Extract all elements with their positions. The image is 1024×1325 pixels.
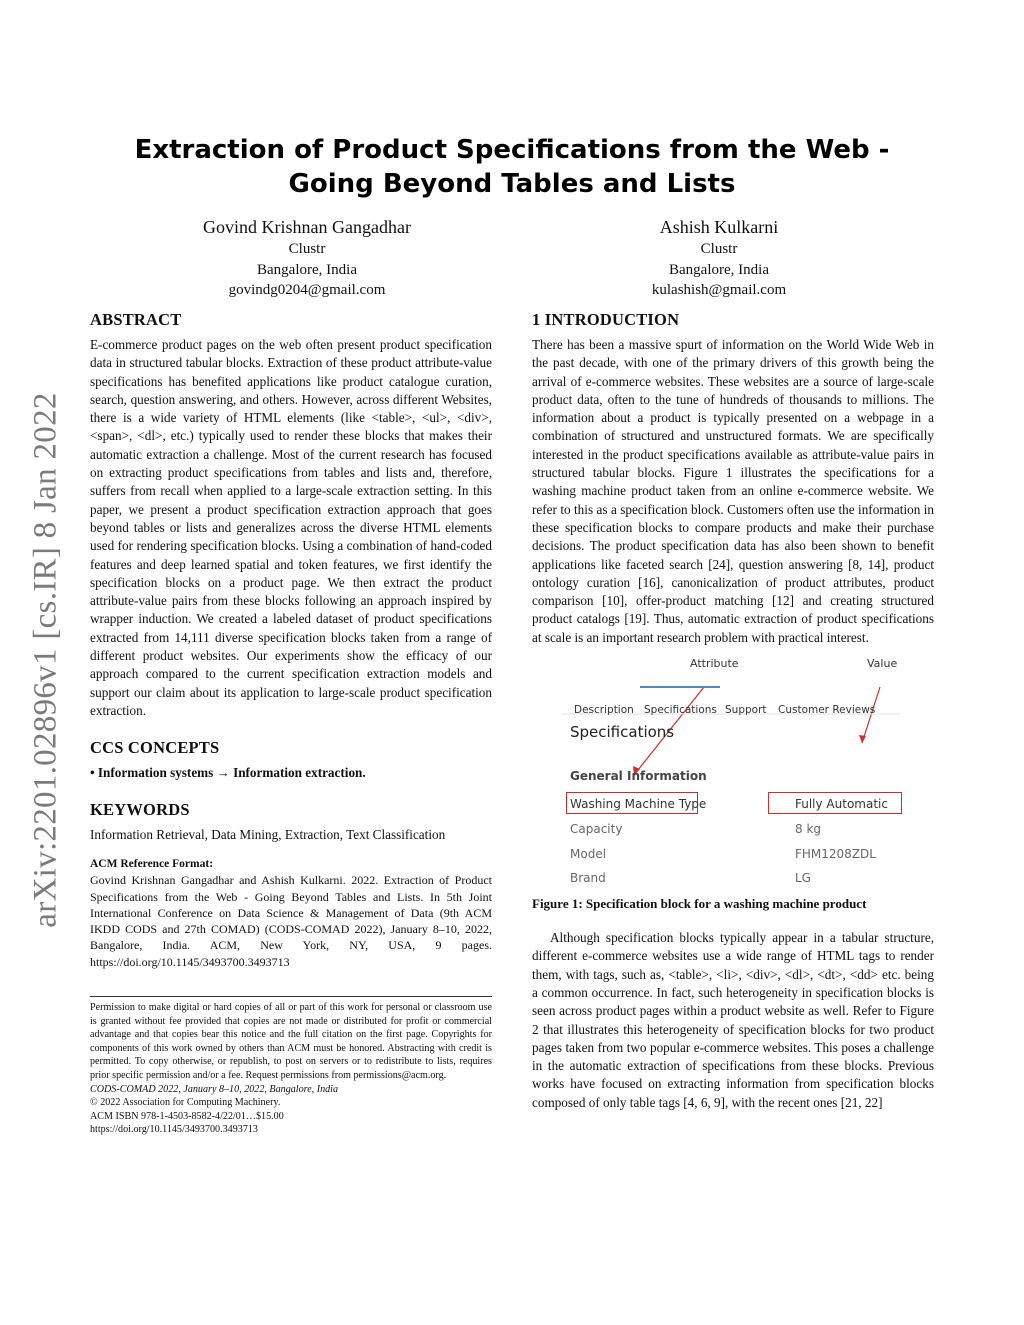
abstract-heading: ABSTRACT bbox=[90, 310, 182, 329]
arxiv-stamp bbox=[26, 380, 66, 940]
general-information-title: General Information bbox=[570, 769, 707, 784]
ccs-heading: CCS CONCEPTS bbox=[90, 738, 220, 758]
author-1 bbox=[147, 215, 467, 301]
author-location: Bangalore, India bbox=[257, 261, 357, 278]
value-arrow-head bbox=[859, 735, 866, 743]
tab-customer-reviews: Customer Reviews bbox=[778, 704, 876, 717]
spec-attr: Model bbox=[570, 847, 607, 862]
isbn-line: ACM ISBN 978-1-4503-8582-4/22/01…$15.00 bbox=[90, 1110, 284, 1122]
tab-description: Description bbox=[574, 704, 634, 717]
spec-value: FHM1208ZDL bbox=[795, 847, 876, 862]
author-name: Ashish Kulkarni bbox=[659, 217, 779, 237]
right-column bbox=[532, 310, 934, 1112]
spec-attr: Washing Machine Type bbox=[570, 797, 707, 812]
paper-title: Extraction of Product Specifications from the Web - Going Beyond Tables and Lists bbox=[134, 135, 890, 199]
author-name: Govind Krishnan Gangadhar bbox=[203, 217, 411, 237]
value-label: Value bbox=[867, 657, 898, 671]
acm-reference-text: Govind Krishnan Gangadhar and Ashish Kulkarni. 2022. Extraction of Product Specifications from the Web - Going Beyond Tables and Lists. In 5th Joint International Conference on Data Science & Management of Data (9th ACM IKDD CODS and 27th COMAD) (CODS-COMAD 2022), January 8–10, 2022, Bangalore, India. ACM, New York, NY, USA, 9 pages. https://doi.org/10.1145/3493700.3493713 bbox=[90, 873, 492, 969]
author-2 bbox=[559, 215, 879, 301]
tab-specifications: Specifications bbox=[644, 704, 717, 717]
conference-line: CODS-COMAD 2022, January 8–10, 2022, Bangalore, India bbox=[90, 1083, 339, 1095]
permission-block bbox=[90, 996, 492, 1137]
specifications-title: Specifications bbox=[570, 723, 675, 742]
doi-line: https://doi.org/10.1145/3493700.3493713 bbox=[90, 1124, 258, 1136]
attribute-label: Attribute bbox=[690, 657, 739, 671]
keywords-heading: KEYWORDS bbox=[90, 800, 190, 820]
spec-attr: Brand bbox=[570, 871, 606, 886]
ccs-text: • Information systems → Information extraction. bbox=[90, 765, 366, 781]
spec-value: Fully Automatic bbox=[795, 797, 888, 812]
intro-paragraph-1: There has been a massive spurt of information on the World Wide Web in the past decade, with one of the primary drivers of this growth being the arrival of e-commerce websites. These websites are a source of large-scale product data, often to the tune of hundreds of thousands to millions. The information about a product is typically presented on a webpage in a combination of structured and unstructured formats. We are specifically interested in the product specifications available as attribute-value pairs in structured tabular blocks. Figure 1 illustrates the specifications for a washing machine product taken from an online e-commerce website. We refer to this as a specification block. Customers often use the information in these specification blocks to compare products and make their purchase decisions. The product specification data has also been shown to benefit applications like faceted search [24], question answering [8, 14], product ontology curation [16], canonicalization of product attributes, product comparison [10], offer-product matching [12] and creating structured product catalogs [19]. Thus, automatic extraction of product specifications at scale is an important research problem with practical interest. bbox=[532, 337, 934, 645]
tab-support: Support bbox=[725, 704, 767, 717]
author-org: Clustr bbox=[700, 241, 738, 257]
arxiv-id: arXiv:2201.02896v1 [cs.IR] 8 Jan 2022 bbox=[27, 392, 64, 928]
spec-value: LG bbox=[795, 871, 811, 886]
left-column bbox=[90, 310, 492, 1137]
keywords-text: Information Retrieval, Data Mining, Extraction, Text Classification bbox=[90, 827, 446, 843]
copyright-line: © 2022 Association for Computing Machinery. bbox=[90, 1097, 281, 1109]
intro-heading: 1 INTRODUCTION bbox=[532, 310, 680, 329]
spec-attr: Capacity bbox=[570, 822, 623, 837]
author-location: Bangalore, India bbox=[669, 261, 769, 278]
spec-value: 8 kg bbox=[795, 822, 822, 837]
figure-1-caption: Figure 1: Specification block for a washing machine product bbox=[532, 896, 867, 912]
author-email: kulashish@gmail.com bbox=[651, 282, 787, 298]
figure-1 bbox=[532, 657, 934, 887]
acm-reference-heading: ACM Reference Format: bbox=[90, 858, 214, 871]
abstract-text: E-commerce product pages on the web often present product specification data in structured tabular blocks. Extraction of these product attribute-value specifications has benefited applications like product catalogue curation, search, question answering, and others. However, across different Websites, there is a wide variety of HTML elements (like <table>, <ul>, <div>, <span>, <dl>, etc.) typically used to render these blocks that makes their automatic extraction a challenge. Most of the current research has focused on extracting product specifications from tables and lists and, therefore, suffers from recall when applied to a large-scale extraction setting. In this paper, we present a product specification extraction approach that goes beyond tables or lists and generalizes across the diverse HTML elements used for rendering specification blocks. Using a combination of hand-coded features and deep learned spatial and token features, we first identify the specification blocks on a product page. We then extract the product attribute-value pairs from these blocks following an approach inspired by wrapper induction. We created a labeled dataset of product specifications extracted from 14,111 diverse specification blocks taken from a range of different product websites. Our experiments show the efficacy of our approach compared to the current specification extraction models and support our claim about its application to large-scale product specification extraction. bbox=[90, 337, 492, 718]
author-email: govindg0204@gmail.com bbox=[228, 282, 386, 298]
intro-paragraph-2: Although specification blocks typically appear in a tabular structure, different e-commerce websites use a wide range of HTML tags to render them, with tags, such as, <table>, <li>, <div>, <dl>, <dt>, <dd> etc. being a common occurrence. In fact, such heterogeneity in specification blocks is seen across product pages within a product website as well. Refer to Figure 2 that illustrates this heterogeneity of specification blocks for two product pages taken from two popular e-commerce websites. This poses a challenge in the automatic extraction of specifications from these blocks. Previous works have focused on extracting information from specification blocks composed of only table tags [4, 6, 9], with the recent ones [21, 22] bbox=[532, 930, 934, 1110]
permission-text: Permission to make digital or hard copies of all or part of this work for personal or classroom use is granted without fee provided that copies are not made or distributed for profit or commercial advantage and that copies bear this notice and the full citation on the first page. Copyrights for components of this work owned by others than ACM must be honored. Abstracting with credit is permitted. To copy otherwise, or republish, to post on servers or to redistribute to lists, requires prior specific permission and/or a fee. Request permissions from permissions@acm.org. bbox=[90, 1002, 492, 1081]
acm-reference bbox=[90, 856, 492, 970]
author-org: Clustr bbox=[288, 241, 326, 257]
divider bbox=[90, 996, 492, 997]
